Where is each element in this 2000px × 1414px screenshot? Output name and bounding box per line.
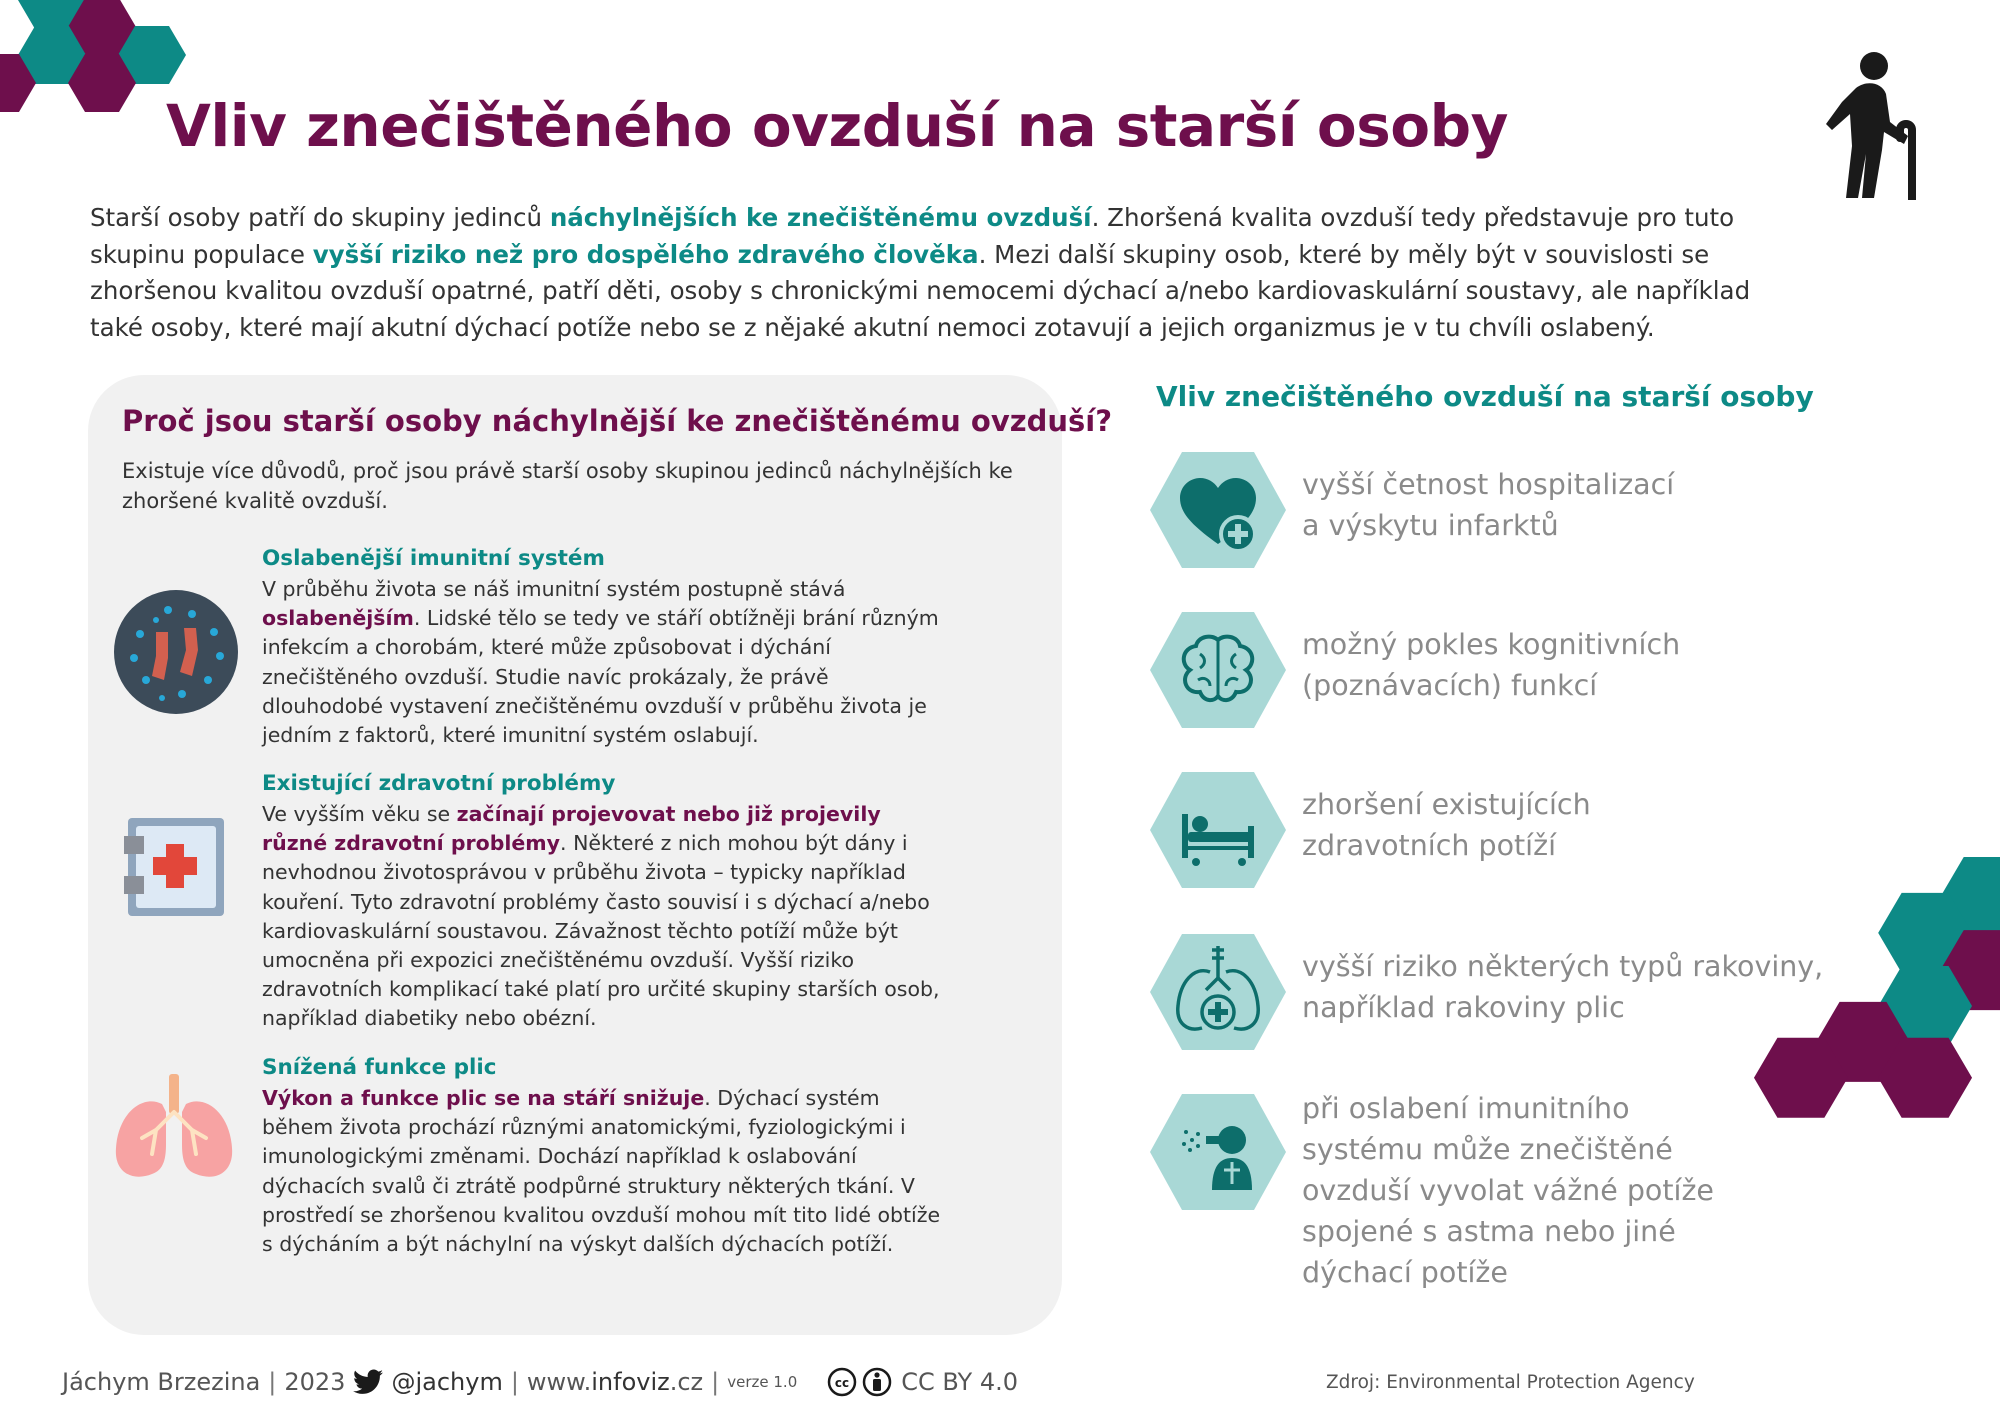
intro-paragraph: Starší osoby patří do skupiny jedinců náchylnějších ke znečištěnému ovzduší. Zhoršená kvalita ovzduší tedy představuje pro tuto skupinu populace vyšší riziko než pro dospělého zdravého člověka. Mezi další skupiny osob, které by měly být v souvislosti se zhoršenou kvalitou ovzduší opatrné, patří děti, osoby s chronickými nemocemi dýchací a/nebo kardiovaskulární soustavy, ale například také osoby, které mají akutní dýchací potíže nebo se z nějaké akutní nemoci zotavují a jejich organizmus je v tu chvíli oslabený. xyxy=(90,203,1751,342)
reason-text: Výkon a funkce plic se na stáří snižuje. Dýchací systém během života prochází různými anatomickými, fyziologickými i imunologickými změnami. Dochází například k oslabování dýchacích svalů či ztrátě podpůrné struktury některých tkání. V prostředí se zhoršenou kvalitou ovzduší mohou mít tito lidé obtíže s dýcháním a být náchylní na výskyt dalších dýchacích potíží. xyxy=(262,1086,941,1257)
inhaler-person-icon xyxy=(1150,1092,1286,1212)
intro-highlight: náchylnějších ke znečištěnému ovzduší xyxy=(549,203,1092,232)
panel-intro: Existuje více důvodů, proč jsou právě starší osoby skupinou jedinců náchylnějších ke zhoršené kvalitě ovzduší. xyxy=(122,459,1013,513)
reason-lung-function xyxy=(262,1054,942,1259)
effect-text: vyšší riziko některých typů rakoviny, například rakoviny plic xyxy=(1302,950,1824,1024)
elderly-person-icon xyxy=(1812,50,1922,200)
reason-heading: Existující zdravotní problémy xyxy=(262,771,616,796)
hospital-bed-icon xyxy=(1150,770,1286,890)
reason-immune-system xyxy=(262,545,942,750)
chart-logo-icon xyxy=(1906,1345,1950,1395)
reason-text: Ve vyšším věku se začínají projevovat nebo již projevily různé zdravotní problémy. Některé z nich mohou být dány i nevhodnou životosprávou v průběhu života – typicky například kouření. Tyto zdravotní problémy často souvisí i s dýchací a/nebo kardiovaskulární soustavou. Závažnost těchto potíží může být umocněna při expozici znečištěnému ovzduší. Vyšší riziko zdravotních komplikací také platí pro určité skupiny starších osob, například diabetiky nebo obézní. xyxy=(262,802,940,1031)
brain-icon xyxy=(1150,610,1286,730)
lungs-cancer-icon xyxy=(1150,932,1286,1052)
twitter-icon xyxy=(353,1369,383,1395)
reason-heading: Oslabenější imunitní systém xyxy=(262,546,605,571)
immune-cell-icon xyxy=(112,588,240,716)
intro-highlight: vyšší riziko než pro dospělého zdravého člověka xyxy=(312,239,979,269)
author-name: Jáchym Brzezina xyxy=(62,1368,261,1396)
top-left-hexagons xyxy=(0,0,186,112)
twitter-handle[interactable]: @jachym xyxy=(391,1368,503,1396)
first-aid-kit-icon xyxy=(124,814,224,918)
heart-plus-icon xyxy=(1150,450,1286,570)
website-link[interactable]: www.infoviz.cz xyxy=(526,1368,704,1396)
source-label: Zdroj: Environmental Protection Agency xyxy=(1326,1372,1695,1393)
effect-text: zhoršení existujících zdravotních potíží xyxy=(1302,788,1591,862)
effect-text: vyšší četnost hospitalizací a výskytu infarktů xyxy=(1302,468,1675,542)
reason-heading: Snížená funkce plic xyxy=(262,1055,497,1080)
footer-credits: Jáchym Brzezina | 2023 @jachym | www.infoviz.cz | verze 1.0 cc CC BY 4.0 xyxy=(62,1368,1018,1396)
page-title: Vliv znečištěného ovzduší na starší osoby xyxy=(166,92,1508,160)
panel-title: Proč jsou starší osoby náchylnější ke znečištěnému ovzduší? xyxy=(122,404,1113,438)
effects-title: Vliv znečištěného ovzduší na starší osoby xyxy=(1156,380,1814,413)
svg-text:cc: cc xyxy=(835,1376,850,1390)
license-label: CC BY 4.0 xyxy=(901,1368,1018,1396)
effect-text: při oslabení imunitního systému může znečištěné ovzduší vyvolat vážné potíže spojené s astma nebo jiné dýchací potíže xyxy=(1302,1092,1714,1289)
reason-text: V průběhu života se náš imunitní systém postupně stává oslabenějším. Lidské tělo se tedy ve stáří obtížněji brání různým infekcím a chorobám, které může způsobovat i dýchání znečištěného ovzduší. Studie navíc prokázaly, že právě dlouhodobé vystavení znečištěnému ovzduší v průběhu života je jedním z faktorů, které imunitní systém oslabují. xyxy=(262,577,939,748)
version-label: verze 1.0 xyxy=(727,1373,798,1391)
creative-commons-icon xyxy=(827,1366,893,1398)
year: 2023 xyxy=(284,1368,346,1396)
effect-text: možný pokles kognitivních (poznávacích) funkcí xyxy=(1302,628,1681,702)
lungs-icon xyxy=(112,1074,236,1184)
reason-health-problems xyxy=(262,770,942,1034)
